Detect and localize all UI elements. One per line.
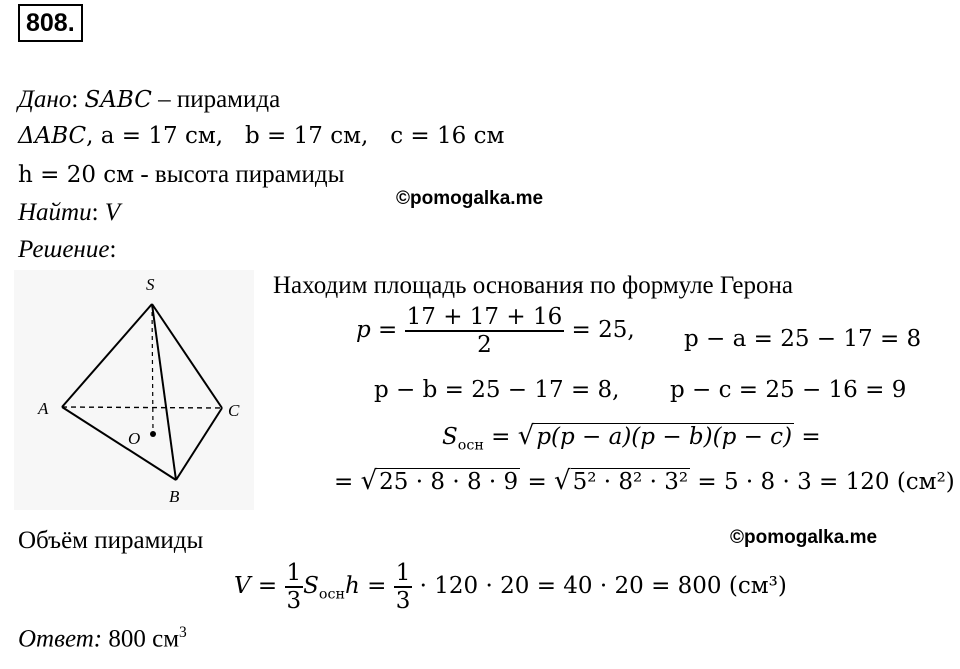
solution-line: Решение: bbox=[18, 236, 117, 263]
volume-fraction-1 bbox=[285, 560, 304, 614]
pyramid-name: SABC bbox=[84, 87, 152, 113]
point-o bbox=[150, 431, 156, 437]
find-line: Найти: V bbox=[18, 199, 121, 226]
diagram-background bbox=[14, 270, 254, 510]
heron-radicand: p(p − a)(p − b)(p − c) bbox=[536, 424, 793, 450]
v-s-symbol: S bbox=[303, 573, 319, 599]
calc-mid: = bbox=[520, 469, 555, 495]
height-desc: - высота пирамиды bbox=[134, 161, 345, 188]
volume-fraction-2 bbox=[394, 560, 413, 614]
heron-calculation bbox=[334, 466, 955, 496]
fraction-1-num: 1 bbox=[286, 560, 302, 586]
watermark-2: ©pomogalka.me bbox=[730, 527, 878, 548]
heron-root: √p(p − a)(p − b)(p − c) bbox=[517, 421, 793, 451]
answer-label: Ответ: bbox=[18, 625, 103, 653]
calc-radicand-1: 25 · 8 · 8 · 9 bbox=[379, 469, 519, 495]
solution-label: Решение bbox=[18, 236, 110, 263]
answer-value: 800 см bbox=[108, 625, 180, 653]
calc-lead: = bbox=[334, 469, 361, 495]
calc-root-2: √5² · 8² · 3² bbox=[554, 466, 689, 496]
pyramid-diagram bbox=[14, 270, 254, 510]
s-subscript: осн bbox=[457, 437, 484, 454]
given-line-1: Дано: SABC – пирамида bbox=[18, 86, 281, 113]
fraction-2-den: 3 bbox=[395, 588, 411, 614]
triangle-name: ΔABC bbox=[18, 123, 87, 149]
volume-intro: Объём пирамиды bbox=[18, 527, 204, 554]
calc-root-1: √25 · 8 · 8 · 9 bbox=[360, 466, 519, 496]
given-line-3 bbox=[18, 161, 344, 189]
heron-formula bbox=[442, 421, 821, 454]
given-label: Дано bbox=[18, 86, 72, 113]
side-c: c = 16 см bbox=[390, 123, 505, 149]
p-minus-b: p − b = 25 − 17 = 8, bbox=[374, 377, 620, 403]
pyramid-word: – пирамида bbox=[158, 86, 281, 113]
side-a: a = 17 см bbox=[100, 123, 216, 149]
fraction-2-num: 1 bbox=[395, 560, 411, 586]
problem-number: 808. bbox=[18, 4, 83, 42]
volume-formula bbox=[234, 560, 787, 614]
v-h-symbol: h bbox=[344, 573, 360, 599]
volume-tail: · 120 · 20 = 40 · 20 = 800 (см³) bbox=[412, 573, 787, 599]
label-c: C bbox=[228, 401, 240, 420]
label-a: A bbox=[38, 399, 49, 418]
p-rhs: = 25, bbox=[571, 317, 635, 343]
side-b: b = 17 см bbox=[245, 123, 361, 149]
heron-intro: Находим площадь основания по формуле Герона bbox=[273, 272, 794, 299]
s-symbol: S bbox=[442, 424, 458, 450]
p-denominator: 2 bbox=[477, 332, 492, 358]
fraction-1-den: 3 bbox=[286, 588, 302, 614]
v-lhs: V = bbox=[234, 573, 285, 599]
answer-line bbox=[18, 624, 187, 653]
semiperimeter-line bbox=[356, 304, 635, 358]
p-minus-a: p − a = 25 − 17 = 8 bbox=[684, 326, 922, 352]
p-fraction bbox=[405, 304, 565, 358]
find-value: V bbox=[104, 199, 121, 226]
given-line-2: ΔABC, a = 17 см, b = 17 см, c = 16 см bbox=[18, 123, 505, 149]
p-minus-c: p − c = 25 − 16 = 9 bbox=[670, 377, 907, 403]
s-eq: = bbox=[483, 424, 518, 450]
label-s: S bbox=[146, 275, 155, 294]
calc-tail: = 5 · 8 · 3 = 120 (см²) bbox=[690, 469, 955, 495]
height-expr: h = 20 см bbox=[18, 162, 135, 188]
calc-radicand-2: 5² · 8² · 3² bbox=[572, 469, 689, 495]
s-tail: = bbox=[794, 424, 821, 450]
answer-exponent: 3 bbox=[179, 624, 187, 641]
find-label: Найти bbox=[18, 199, 92, 226]
label-b: B bbox=[169, 487, 180, 506]
v-eq2: = bbox=[359, 573, 394, 599]
v-s-subscript: осн bbox=[318, 586, 345, 603]
watermark-1: ©pomogalka.me bbox=[396, 188, 544, 209]
p-lhs: p = bbox=[356, 317, 398, 343]
label-o: O bbox=[128, 429, 141, 448]
p-numerator: 17 + 17 + 16 bbox=[406, 304, 563, 330]
